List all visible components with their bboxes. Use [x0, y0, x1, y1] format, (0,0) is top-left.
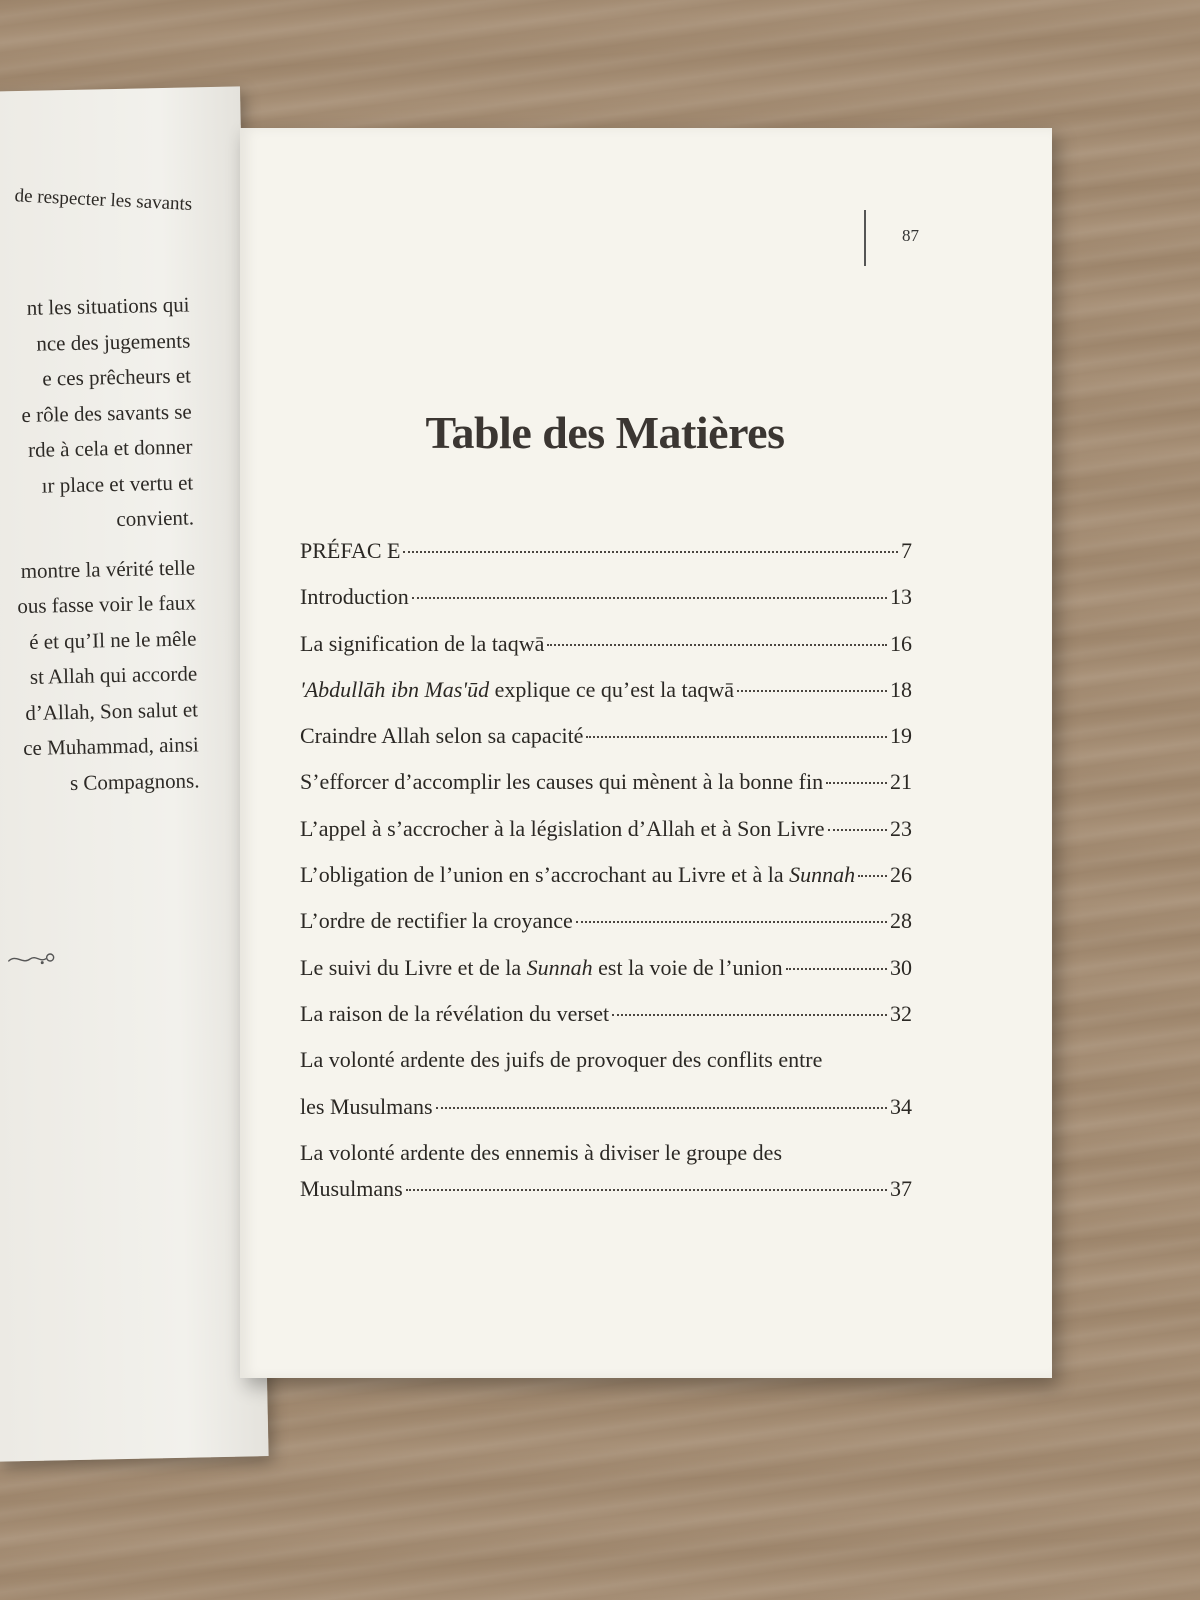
toc-leader-dots: [858, 875, 887, 877]
body-line: e rôle des savants se: [21, 398, 192, 427]
toc-leader-dots: [403, 551, 898, 553]
toc-entry: [300, 631, 912, 677]
toc-entry-italic: Sunnah: [526, 954, 593, 980]
toc-entry-italic: Sunnah: [789, 862, 856, 888]
body-line: montre la vérité telle: [20, 554, 196, 583]
body-line: s Compagnons.: [69, 767, 200, 795]
toc-entry-page: 19: [890, 723, 912, 749]
toc-entry-page: 30: [890, 954, 912, 980]
body-line: st Allah qui accorde: [29, 661, 198, 689]
toc-entry-page: 16: [890, 630, 912, 656]
body-line: é et qu’Il ne le mêle: [28, 625, 197, 654]
toc-entry-label: L’ordre de rectifier la croyance: [300, 908, 573, 934]
toc-leader-dots: [586, 736, 887, 738]
toc-entry-label: [300, 862, 855, 888]
toc-entry: [300, 769, 912, 815]
toc-entry-label: La raison de la révélation du verset: [300, 1000, 610, 1026]
page-number: 87: [902, 226, 919, 245]
toc-entry-page: 13: [890, 584, 912, 610]
toc-entry-page: 21: [890, 769, 912, 795]
toc-entry-line1: [300, 1047, 912, 1093]
toc-entry-text: explique ce qu’est la taqwā: [489, 676, 735, 702]
body-line: rde à cela et donner: [27, 434, 193, 462]
running-header: de respecter les savants: [14, 185, 193, 215]
page-title: Table des Matières: [425, 407, 785, 458]
toc-entry-label: [300, 955, 783, 981]
toc-entry-page: 18: [890, 676, 912, 702]
toc-entry: [300, 584, 912, 630]
body-line: ce Muhammad, ainsi: [22, 732, 199, 761]
left-page: [0, 86, 269, 1461]
toc-leader-dots: [826, 782, 887, 784]
right-page: [240, 128, 1052, 1378]
toc-leader-dots: [828, 829, 887, 831]
toc-entry-label: [300, 677, 734, 703]
toc-entry: [300, 723, 912, 769]
toc-entry-label: Introduction: [300, 584, 409, 610]
toc-entry-page: 34: [890, 1093, 912, 1119]
toc-entry-page: 37: [890, 1175, 912, 1201]
toc-leader-dots: [436, 1107, 887, 1109]
toc-leader-dots: [612, 1014, 887, 1016]
toc-entry-label: Craindre Allah selon sa capacité: [300, 723, 584, 749]
toc-leader-dots: [412, 597, 887, 599]
toc-entry-text: est la voie de l’union: [592, 954, 783, 980]
toc-entry-label: les Musulmans: [300, 1093, 433, 1119]
toc-entry-label: L’appel à s’accrocher à la législation d’Allah et à Son Livre: [300, 815, 825, 841]
toc-entry-label: La volonté ardente des ennemis à diviser le groupe des: [300, 1139, 783, 1165]
header-rule: [864, 210, 866, 266]
body-line: d’Allah, Son salut et: [25, 696, 199, 725]
body-line: nt les situations qui: [26, 292, 190, 320]
toc-entry: [300, 862, 912, 908]
toc-entry-page: 7: [901, 538, 912, 563]
toc-entry-page: 23: [890, 815, 912, 841]
toc-entry: [300, 1001, 912, 1047]
body-line: ır place et vertu et: [41, 469, 194, 498]
toc-entry-label: La signification de la taqwā: [300, 630, 545, 656]
body-line: convient.: [116, 505, 195, 532]
table-of-contents: [300, 538, 912, 1222]
body-line: ous fasse voir le faux: [17, 590, 196, 619]
toc-entry-text: L’obligation de l’union en s’accrochant au Livre et à la: [300, 862, 790, 888]
toc-entry: [300, 816, 912, 862]
toc-entry-text: Le suivi du Livre et de la: [300, 954, 527, 980]
toc-entry-page: 32: [890, 1000, 912, 1026]
toc-entry-page: 26: [890, 862, 912, 888]
toc-entry-italic: 'Abdullāh ibn Mas'ūd: [300, 676, 490, 702]
body-line: e ces prêcheurs et: [42, 363, 192, 391]
toc-leader-dots: [737, 690, 887, 692]
toc-entry: [300, 1176, 912, 1222]
toc-entry: [300, 677, 912, 723]
toc-leader-dots: [786, 968, 887, 970]
toc-entry-label: PRÉFAC E: [300, 538, 401, 563]
toc-entry: [300, 1094, 912, 1140]
toc-entry-label: La volonté ardente des juifs de provoquer des conflits entre: [300, 1047, 823, 1073]
toc-entry-page: 28: [890, 908, 912, 934]
toc-leader-dots: [576, 921, 887, 923]
toc-leader-dots: [406, 1189, 887, 1191]
toc-entry: [300, 955, 912, 1001]
toc-entry-label: Musulmans: [300, 1175, 403, 1201]
toc-leader-dots: [547, 644, 887, 646]
toc-entry: [300, 538, 912, 584]
body-line: nce des jugements: [36, 327, 191, 356]
toc-entry-line1: [300, 1140, 912, 1176]
toc-entry: [300, 908, 912, 954]
left-page-body: [0, 287, 200, 802]
ornament-flourish-icon: [8, 948, 58, 969]
toc-entry-label: S’efforcer d’accomplir les causes qui mènent à la bonne fin: [300, 769, 824, 795]
